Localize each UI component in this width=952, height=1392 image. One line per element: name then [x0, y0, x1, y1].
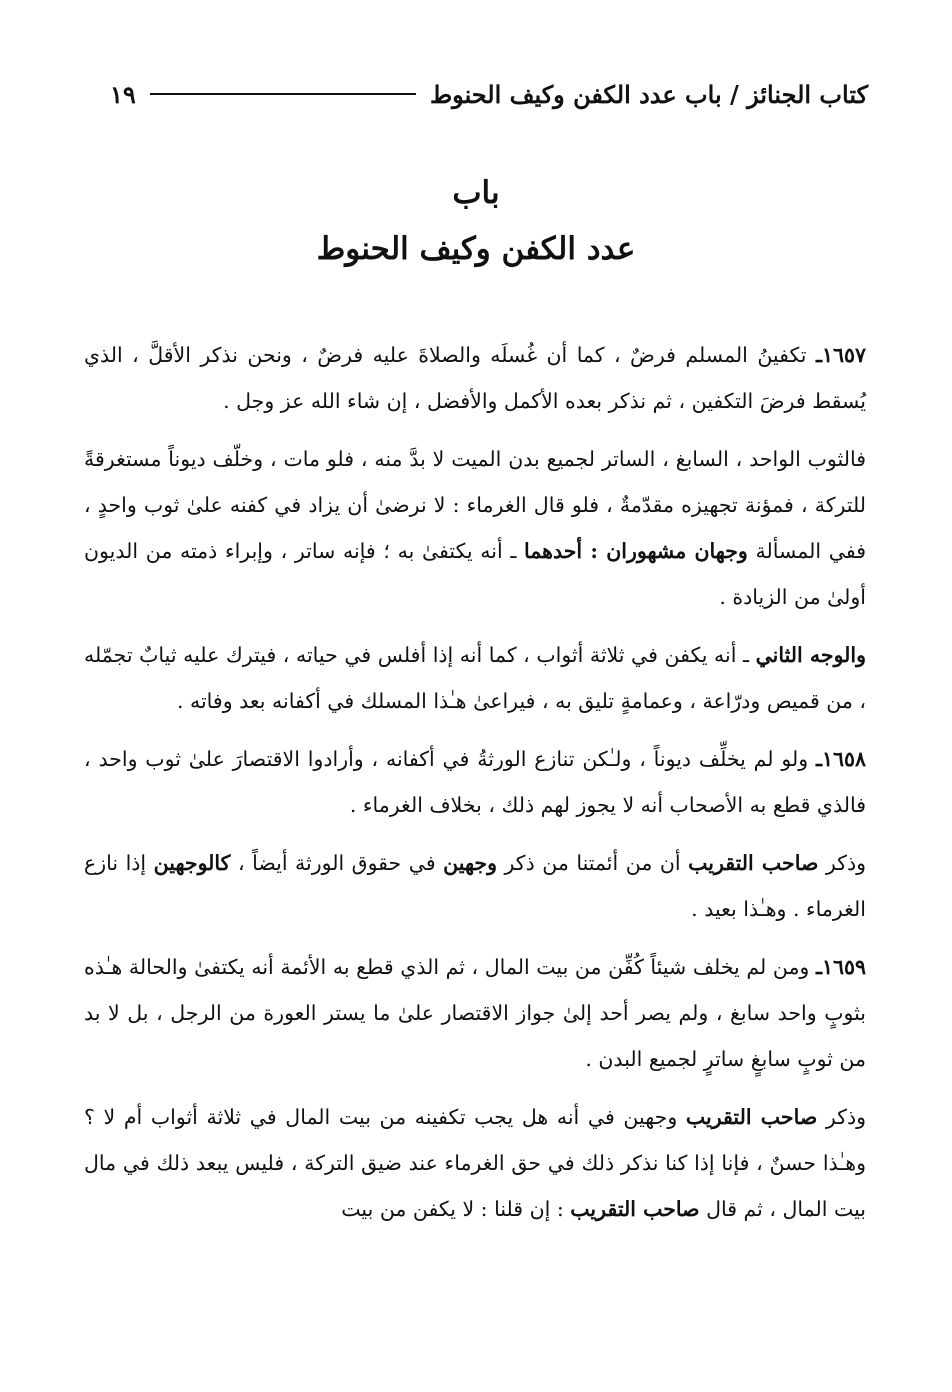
- header-rule: [150, 93, 416, 95]
- issue-number: ١٦٥٨ـ: [815, 747, 866, 771]
- paragraph-text: تكفينُ المسلم فرضٌ ، كما أن غُسلَه والصلاةَ عليه فرضٌ ، ونحن نذكر الأقلَّ ، الذي يُسقط فرضَ التكفين ، ثم نذكر بعده الأكمل والأفضل ، إن شاء الله عز وجل .: [84, 343, 866, 413]
- paragraph-1657-c: [84, 632, 866, 724]
- chapter-heading: [0, 165, 952, 277]
- page-number: ١٩: [110, 79, 136, 109]
- running-header: [110, 74, 868, 114]
- body-text: [84, 332, 866, 1244]
- paragraph-1657-b: [84, 436, 866, 620]
- issue-number: ١٦٥٧ـ: [815, 343, 866, 367]
- chapter-label: باب: [452, 175, 500, 211]
- paragraph-text: : إن قلنا : لا يكفن من بيت: [341, 1197, 571, 1221]
- bold-term: وجهين: [443, 851, 497, 875]
- paragraph-text: وذكر: [817, 1105, 866, 1129]
- paragraph-text: إذا نازع الغرماء . وهـٰذا بعيد .: [84, 851, 866, 921]
- bold-term: صاحب التقريب: [570, 1197, 700, 1221]
- paragraph-text: وجهين في أنه هل يجب تكفينه من بيت المال في ثلاثة أثواب أم لا ؟ وهـٰذا حسنٌ ، فإنا إذا كنا نذكر ذلك في حق الغرماء عند ضيق التركة ، فليس يبعد ذلك في مال بيت المال ، ثم قال: [84, 1105, 866, 1221]
- paragraph-text: ومن لم يخلف شيئاً كُفِّن من بيت المال ، ثم الذي قطع به الأئمة أنه يكتفىٰ والحالة هـٰذه بثوبٍ واحد سابغ ، ولم يصر أحد إلىٰ جواز الاقتصار علىٰ ما يستر العورة من الرجل ، بل لا بد من ثوبٍ سابغٍ ساترٍ لجميع البدن .: [84, 955, 866, 1071]
- issue-number: ١٦٥٩ـ: [815, 955, 866, 979]
- paragraph-1657: [84, 332, 866, 424]
- bold-term: صاحب التقريب: [685, 1105, 818, 1129]
- bold-term: وجهان مشهوران : أحدهما: [524, 539, 748, 563]
- paragraph-1658-b: [84, 840, 866, 932]
- paragraph-text: فالثوب الواحد ، السابغ ، الساتر لجميع بدن الميت لا بدَّ منه ، فلو مات ، وخلّف ديوناً مستغرقةً للتركة ، فمؤنة تجهيزه مقدّمةٌ ، فلو قال الغرماء : لا نرضىٰ أن يزاد في كفنه علىٰ ثوب واحدٍ ، ففي المسألة: [84, 447, 866, 563]
- bold-term: صاحب التقريب: [688, 851, 819, 875]
- bold-term: كالوجهين: [153, 851, 231, 875]
- bold-term: والوجه الثاني: [755, 643, 866, 667]
- paragraph-1659-b: [84, 1094, 866, 1232]
- paragraph-text: ولو لم يخلِّف ديوناً ، ولـٰكن تنازع الورثةُ في أكفانه ، وأرادوا الاقتصارَ علىٰ ثوب واحد ، فالذي قطع به الأصحاب أنه لا يجوز لهم ذلك ، بخلاف الغرماء .: [84, 747, 866, 817]
- running-header-title: كتاب الجنائز / باب عدد الكفن وكيف الحنوط: [429, 79, 868, 109]
- paragraph-text: ـ أنه يكتفىٰ به ؛ فإنه ساتر ، وإبراء ذمته من الديون أولىٰ من الزيادة .: [84, 539, 866, 609]
- paragraph-text: ـ أنه يكفن في ثلاثة أثواب ، كما أنه إذا أفلس في حياته ، فيترك عليه ثيابٌ تجمّله ، من قميص ودرّاعة ، وعمامةٍ تليق به ، فيراعىٰ هـٰذا المسلك في أكفانه بعد وفاته .: [84, 643, 866, 713]
- paragraph-1659: [84, 944, 866, 1082]
- chapter-title: عدد الكفن وكيف الحنوط: [316, 231, 636, 267]
- paragraph-1658: [84, 736, 866, 828]
- paragraph-text: وذكر: [818, 851, 866, 875]
- paragraph-text: أن من أئمتنا من ذكر: [496, 851, 689, 875]
- paragraph-text: في حقوق الورثة أيضاً ،: [230, 851, 444, 875]
